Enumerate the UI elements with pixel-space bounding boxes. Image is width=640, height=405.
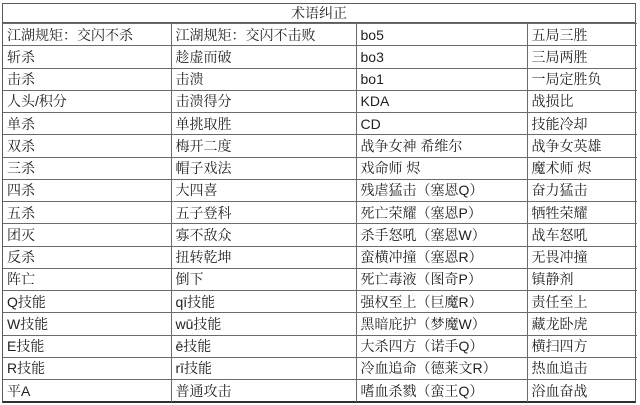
table-cell: 江湖规矩：交闪不击败 (171, 24, 356, 46)
table-cell: 趁虚而破 (171, 46, 356, 68)
table-cell: 战损比 (527, 90, 637, 112)
table-cell: 嗜血杀戮（蛮王Q） (356, 380, 527, 403)
table-row (3, 335, 637, 357)
table-cell: 横扫四方 (527, 335, 637, 357)
table-row (3, 90, 637, 112)
table-title: 术语纠正 (3, 4, 635, 23)
table-row (3, 135, 637, 157)
table-row (3, 224, 637, 246)
table-cell: 战争女英雄 (527, 135, 637, 157)
table-cell: 寡不敌众 (171, 224, 356, 246)
table-cell: 击杀 (3, 68, 171, 90)
table-cell: 反杀 (3, 246, 171, 268)
table-cell: CD (356, 113, 527, 135)
table-cell: 三局两胜 (527, 46, 637, 68)
table-cell: 残虐猛击（塞恩Q） (356, 179, 527, 201)
table-cell: 死亡荣耀（塞恩P） (356, 202, 527, 224)
table-cell: 团灭 (3, 224, 171, 246)
table-cell: bo5 (356, 24, 527, 46)
table-cell: 击溃 (171, 68, 356, 90)
table-row (3, 291, 637, 313)
table-cell: bo1 (356, 68, 527, 90)
table-cell: 强权至上（巨魔R） (356, 291, 527, 313)
table-cell: 平A (3, 380, 171, 403)
table-row (3, 380, 637, 403)
table-cell: 三杀 (3, 157, 171, 179)
table-cell: 单杀 (3, 113, 171, 135)
table-cell: qī技能 (171, 291, 356, 313)
table-cell: 击溃得分 (171, 90, 356, 112)
table-cell: 责任至上 (527, 291, 637, 313)
table-cell: KDA (356, 90, 527, 112)
table-cell: Q技能 (3, 291, 171, 313)
table-row (3, 157, 637, 179)
table-cell: 单挑取胜 (171, 113, 356, 135)
table-cell: 五局三胜 (527, 24, 637, 46)
terms-table (3, 23, 637, 402)
table-cell: 帽子戏法 (171, 157, 356, 179)
table-cell: 镇静剂 (527, 268, 637, 290)
table-cell: 杀手怒吼（塞恩W） (356, 224, 527, 246)
table-cell: bo3 (356, 46, 527, 68)
table-row (3, 357, 637, 379)
table-cell: 梅开二度 (171, 135, 356, 157)
table-cell: 斩杀 (3, 46, 171, 68)
terms-correction-sheet (2, 3, 636, 403)
table-row (3, 268, 637, 290)
table-cell: 战争女神 希维尔 (356, 135, 527, 157)
table-row (3, 313, 637, 335)
table-cell: ē技能 (171, 335, 356, 357)
table-row (3, 46, 637, 68)
table-row (3, 113, 637, 135)
table-cell: 扭转乾坤 (171, 246, 356, 268)
table-cell: 热血追击 (527, 357, 637, 379)
table-cell: E技能 (3, 335, 171, 357)
table-cell: 技能冷却 (527, 113, 637, 135)
table-cell: 阵亡 (3, 268, 171, 290)
table-cell: wū技能 (171, 313, 356, 335)
table-cell: 魔术师 烬 (527, 157, 637, 179)
table-cell: 牺牲荣耀 (527, 202, 637, 224)
table-cell: 大杀四方（诺手Q） (356, 335, 527, 357)
table-cell: 死亡毒液（图奇P） (356, 268, 527, 290)
table-cell: 江湖规矩：交闪不杀 (3, 24, 171, 46)
table-cell: 倒下 (171, 268, 356, 290)
table-cell: 大四喜 (171, 179, 356, 201)
table-row (3, 202, 637, 224)
table-cell: 无畏冲撞 (527, 246, 637, 268)
table-cell: 一局定胜负 (527, 68, 637, 90)
table-cell: 双杀 (3, 135, 171, 157)
table-cell: 奋力猛击 (527, 179, 637, 201)
table-cell: R技能 (3, 357, 171, 379)
table-cell: 五杀 (3, 202, 171, 224)
table-cell: 戏命师 烬 (356, 157, 527, 179)
table-cell: 藏龙卧虎 (527, 313, 637, 335)
table-cell: 浴血奋战 (527, 380, 637, 403)
table-row (3, 24, 637, 46)
table-row (3, 179, 637, 201)
table-cell: rī技能 (171, 357, 356, 379)
table-row (3, 246, 637, 268)
terms-table-body (3, 24, 637, 403)
table-cell: 战车怒吼 (527, 224, 637, 246)
table-cell: 人头/积分 (3, 90, 171, 112)
table-cell: 冷血追命（德莱文R） (356, 357, 527, 379)
table-cell: 普通攻击 (171, 380, 356, 403)
table-cell: 四杀 (3, 179, 171, 201)
table-cell: W技能 (3, 313, 171, 335)
table-cell: 蛮横冲撞（塞恩R） (356, 246, 527, 268)
table-cell: 五子登科 (171, 202, 356, 224)
table-row (3, 68, 637, 90)
table-cell: 黑暗庇护（梦魔W） (356, 313, 527, 335)
